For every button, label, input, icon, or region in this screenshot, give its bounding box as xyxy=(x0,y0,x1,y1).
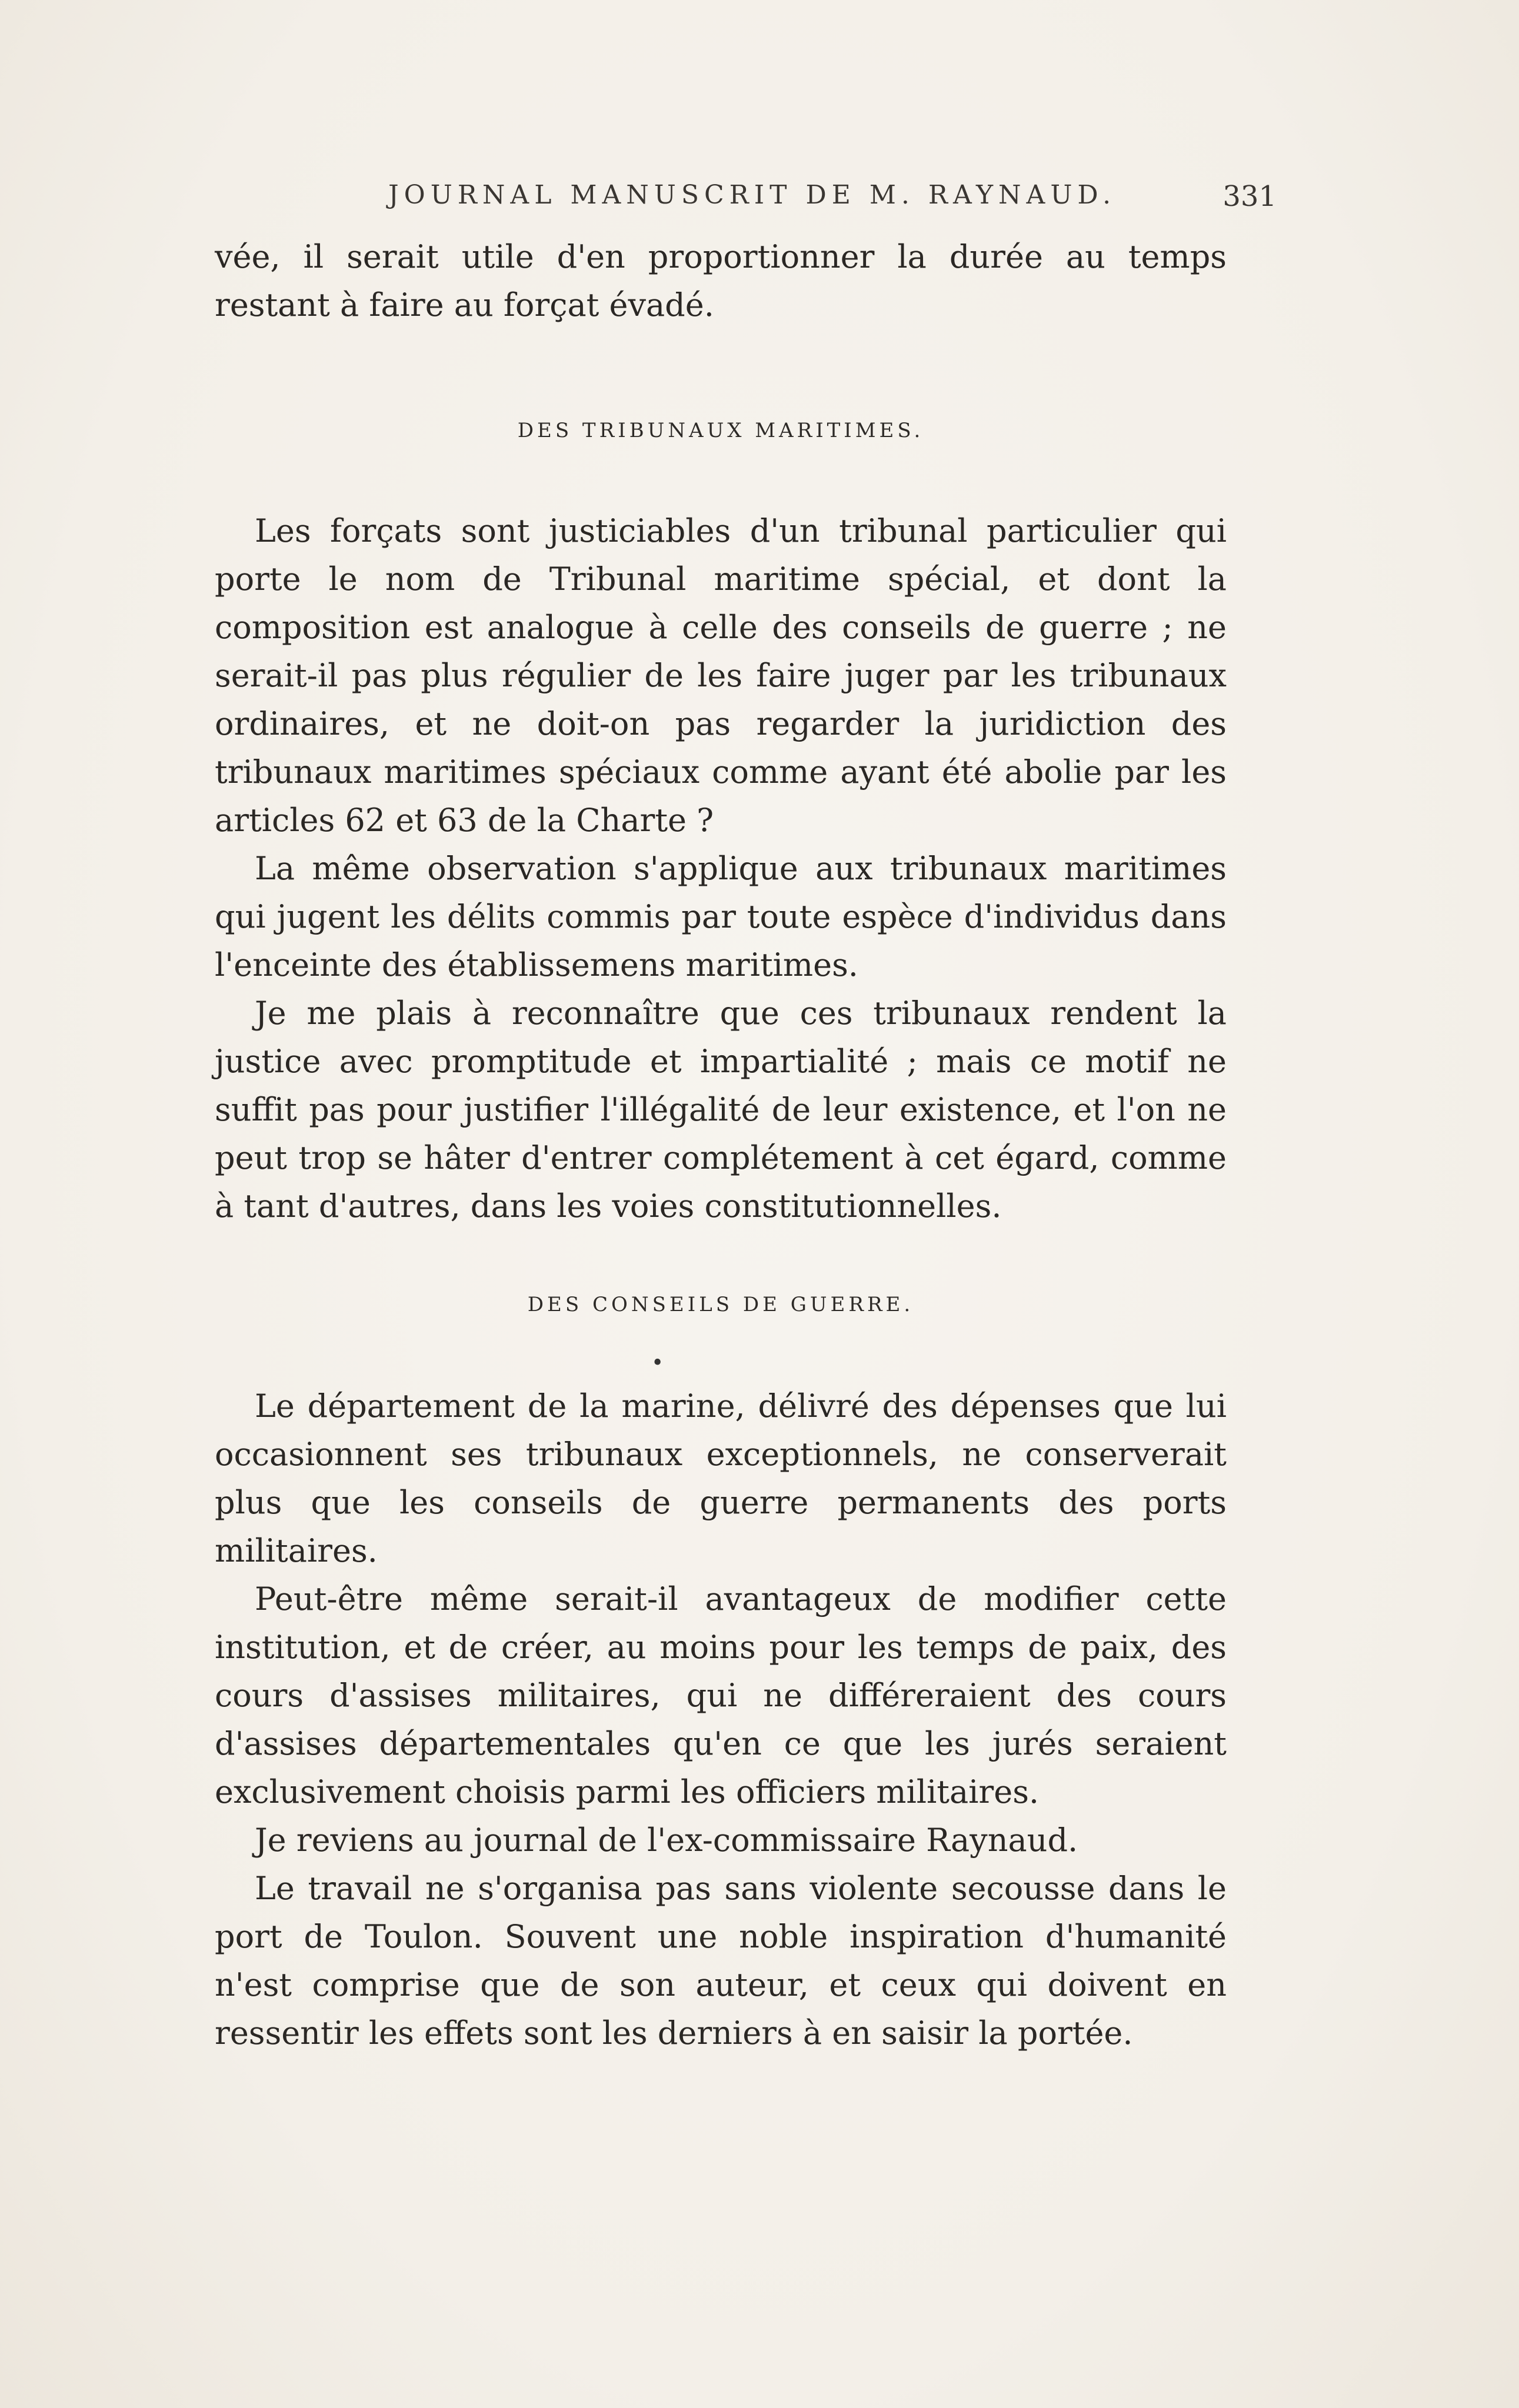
paragraph: Les forçats sont justiciables d'un tribunal particulier qui porte le nom de Tribunal maritime spécial, et dont la composition est analogue à celle des conseils de guerre ; ne serait-il pas plus régulier de les faire juger par les tribunaux ordinaires, et ne doit-on pas regarder la juridiction des tribunaux maritimes spéciaux comme ayant été abolie par les articles 62 et 63 de la Charte ? xyxy=(215,512,1227,839)
section-tribunaux-body xyxy=(215,507,1227,1230)
paragraph: Je me plais à reconnaître que ces tribunaux rendent la justice avec promptitude et impartialité ; mais ce motif ne suffit pas pour justifier l'illégalité de leur existence, et l'on ne peut trop se hâter d'entrer complétement à cet égard, comme à tant d'autres, dans les voies constitutionnelles. xyxy=(215,995,1227,1225)
section-heading-tribunaux: DES TRIBUNAUX MARITIMES. xyxy=(517,419,924,442)
ornament-dot: • xyxy=(651,1351,664,1375)
section-heading-conseils: DES CONSEILS DE GUERRE. xyxy=(527,1293,914,1316)
opening-paragraph-block xyxy=(215,233,1227,329)
opening-paragraph: vée, il serait utile d'en proportionner la durée au temps restant à faire au forçat évadé. xyxy=(215,238,1227,323)
paragraph: Le travail ne s'organisa pas sans violente secousse dans le port de Toulon. Souvent une noble inspiration d'humanité n'est comprise que de son auteur, et ceux qui doivent en ressentir les effets sont les derniers à en saisir la portée. xyxy=(215,1870,1227,2052)
page-number: 331 xyxy=(1222,180,1277,213)
section-conseils-body xyxy=(215,1382,1227,2057)
paragraph: Je reviens au journal de l'ex-commissaire Raynaud. xyxy=(255,1822,1078,1859)
paragraph: La même observation s'applique aux tribunaux maritimes qui jugent les délits commis par toute espèce d'individus dans l'enceinte des établissemens maritimes. xyxy=(215,850,1227,983)
paragraph: Le département de la marine, délivré des dépenses que lui occasionnent ses tribunaux exceptionnels, ne conserverait plus que les conseils de guerre permanents des ports militaires. xyxy=(215,1388,1227,1569)
paragraph: Peut-être même serait-il avantageux de modifier cette institution, et de créer, au moins pour les temps de paix, des cours d'assises militaires, qui ne différeraient des cours d'assises départementales qu'en ce que les jurés seraient exclusivement choisis parmi les officiers militaires. xyxy=(215,1580,1227,1810)
running-head: JOURNAL MANUSCRIT DE M. RAYNAUD. xyxy=(388,180,1117,210)
